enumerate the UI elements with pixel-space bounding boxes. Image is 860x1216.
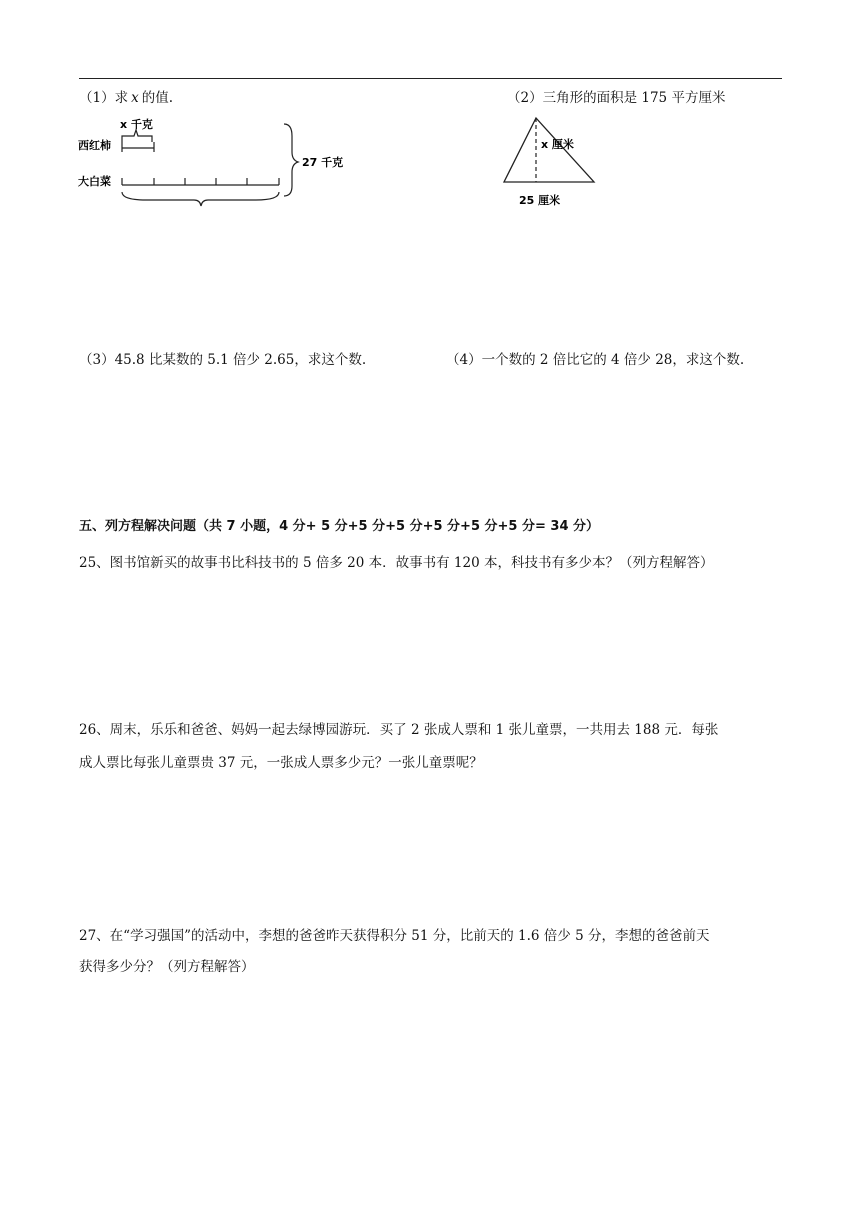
q24-part1-variable: x: [131, 90, 139, 106]
diagram-cabbage-label: 大白菜: [78, 175, 111, 188]
q24-part1-prefix: （1）求: [79, 90, 129, 106]
line-segment-diagram-svg: [76, 112, 356, 212]
cabbage-bottom-brace: [122, 192, 279, 206]
diagram-tomato-label: 西红柿: [78, 139, 111, 152]
diagram-total-label: 27 千克: [302, 156, 344, 169]
q24-part1-suffix: 的值.: [141, 90, 174, 106]
header-rule: [79, 78, 782, 79]
question-26-line2: 成人票比每张儿童票贵 37 元，一张成人票多少元？一张儿童票呢？: [79, 755, 483, 771]
tomato-top-brace: [122, 130, 152, 142]
question-27-line2: 获得多少分？（列方程解答）: [79, 959, 255, 975]
q24-part2-prompt: （2）三角形的面积是 175 平方厘米: [507, 90, 726, 106]
q24-part1-prompt: [79, 88, 173, 108]
triangle-base-label: 25 厘米: [519, 194, 561, 207]
total-right-brace: [284, 124, 298, 196]
triangle-diagram-svg: [498, 112, 618, 212]
triangle-diagram: [498, 112, 618, 212]
q24-part4-prompt: （4）一个数的 2 倍比它的 4 倍少 28，求这个数.: [446, 352, 745, 368]
triangle-height-label: x 厘米: [541, 138, 574, 151]
question-26-line1: 26、周末，乐乐和爸爸、妈妈一起去绿博园游玩．买了 2 张成人票和 1 张儿童票，一共用去 188 元．每张: [79, 722, 719, 738]
q24-part3-prompt: （3）45.8 比某数的 5.1 倍少 2.65，求这个数.: [79, 352, 367, 368]
line-segment-diagram: [76, 112, 356, 212]
question-27-line1: 27、在“学习强国”的活动中，李想的爸爸昨天获得积分 51 分，比前天的 1.6 倍少 5 分，李想的爸爸前天: [79, 928, 710, 944]
diagram-x-kg-label: x 千克: [120, 118, 153, 131]
question-25-text: 25、图书馆新买的故事书比科技书的 5 倍多 20 本．故事书有 120 本，科技书有多少本？（列方程解答）: [79, 555, 714, 571]
section-5-heading: 五、列方程解决问题（共 7 小题，4 分+ 5 分+5 分+5 分+5 分+5 分+5 分= 34 分）: [79, 519, 600, 534]
